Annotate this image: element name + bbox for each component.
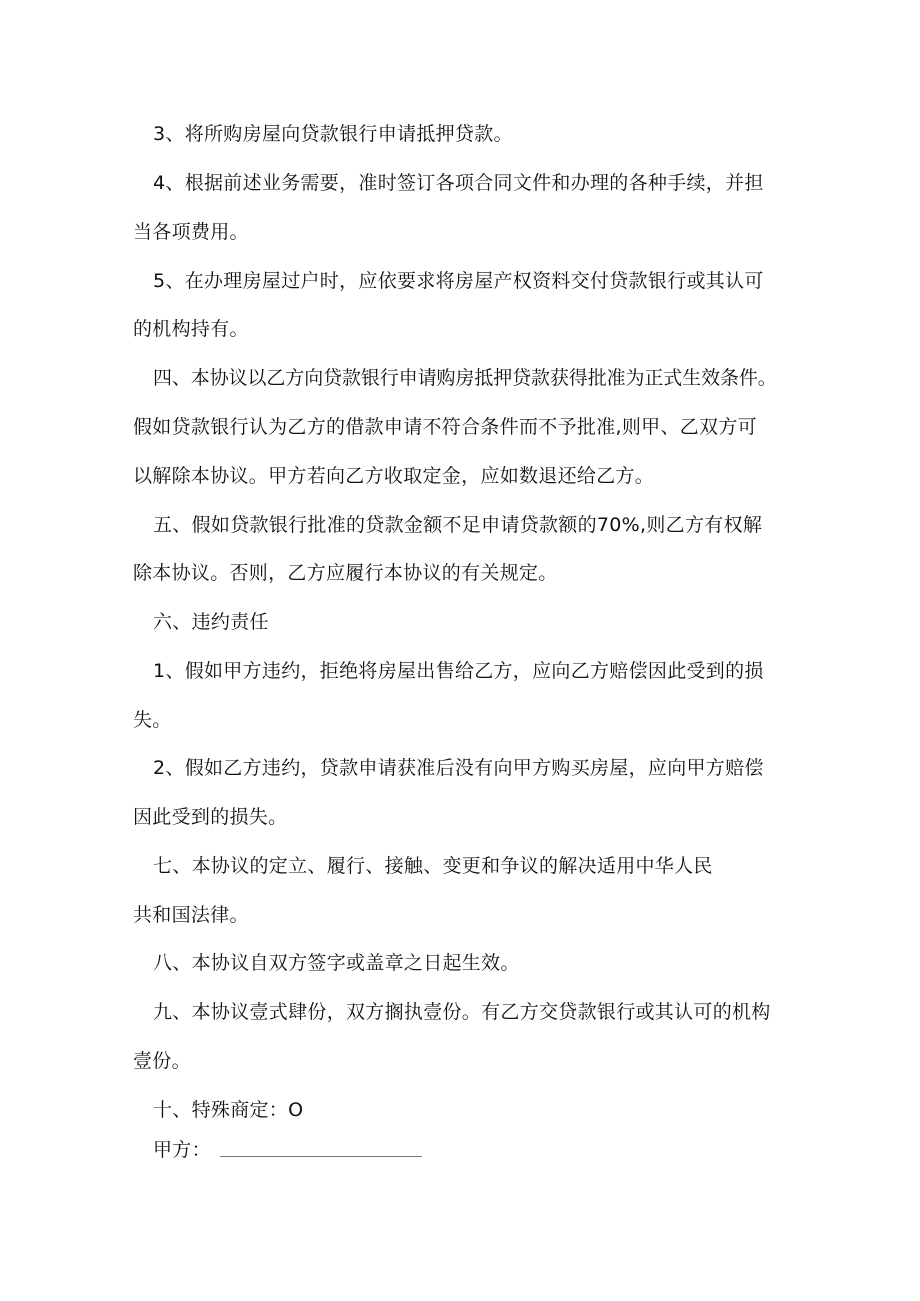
section-4-line-3: 以解除本协议。甲方若向乙方收取定金，应如数退还给乙方。: [133, 465, 655, 487]
section-4-line-1: 四、本协议以乙方向贷款银行申请购房抵押贷款获得批准为正式生效条件。: [153, 367, 777, 389]
clause-4-line-1: 4、根据前述业务需要，准时签订各项合同文件和办理的各种手续，并担: [153, 172, 764, 194]
party-a-label: 甲方：: [153, 1139, 211, 1161]
party-a-signature-line: [220, 1156, 422, 1157]
clause-4-line-2: 当各项费用。: [133, 221, 249, 243]
breach-2-line-2: 因此受到的损失。: [133, 806, 288, 828]
section-9-line-2: 壹份。: [133, 1050, 191, 1072]
section-5-line-2: 除本协议。否则，乙方应履行本协议的有关规定。: [133, 562, 558, 584]
section-7-line-2: 共和国法律。: [133, 904, 249, 926]
breach-1-line-1: 1、假如甲方违约，拒绝将房屋出售给乙方，应向乙方赔偿因此受到的损: [153, 660, 764, 682]
section-4-line-2: 假如贷款银行认为乙方的借款申请不符合条件而不予批准,则甲、乙双方可: [133, 416, 757, 438]
clause-5-line-2: 的机构持有。: [133, 318, 249, 340]
clause-5-line-1: 5、在办理房屋过户时，应依要求将房屋产权资料交付贷款银行或其认可: [153, 270, 764, 292]
section-10-line: 十、特殊商定：O: [153, 1099, 304, 1121]
section-8-line: 八、本协议自双方签字或盖章之日起生效。: [153, 952, 520, 974]
section-5-line-1: 五、假如贷款银行批准的贷款金额不足申请贷款额的70%,则乙方有权解: [153, 514, 763, 536]
section-9-line-1: 九、本协议壹式肆份，双方搁执壹份。有乙方交贷款银行或其认可的机构: [153, 1001, 771, 1023]
section-6-heading: 六、违约责任: [153, 611, 269, 633]
clause-3-line-1: 3、将所购房屋向贷款银行申请抵押贷款。: [153, 123, 513, 145]
section-7-line-1: 七、本协议的定立、履行、接触、变更和争议的解决适用中华人民: [153, 855, 713, 877]
breach-2-line-1: 2、假如乙方违约，贷款申请获准后没有向甲方购买房屋，应向甲方赔偿: [153, 757, 764, 779]
breach-1-line-2: 失。: [133, 709, 172, 731]
